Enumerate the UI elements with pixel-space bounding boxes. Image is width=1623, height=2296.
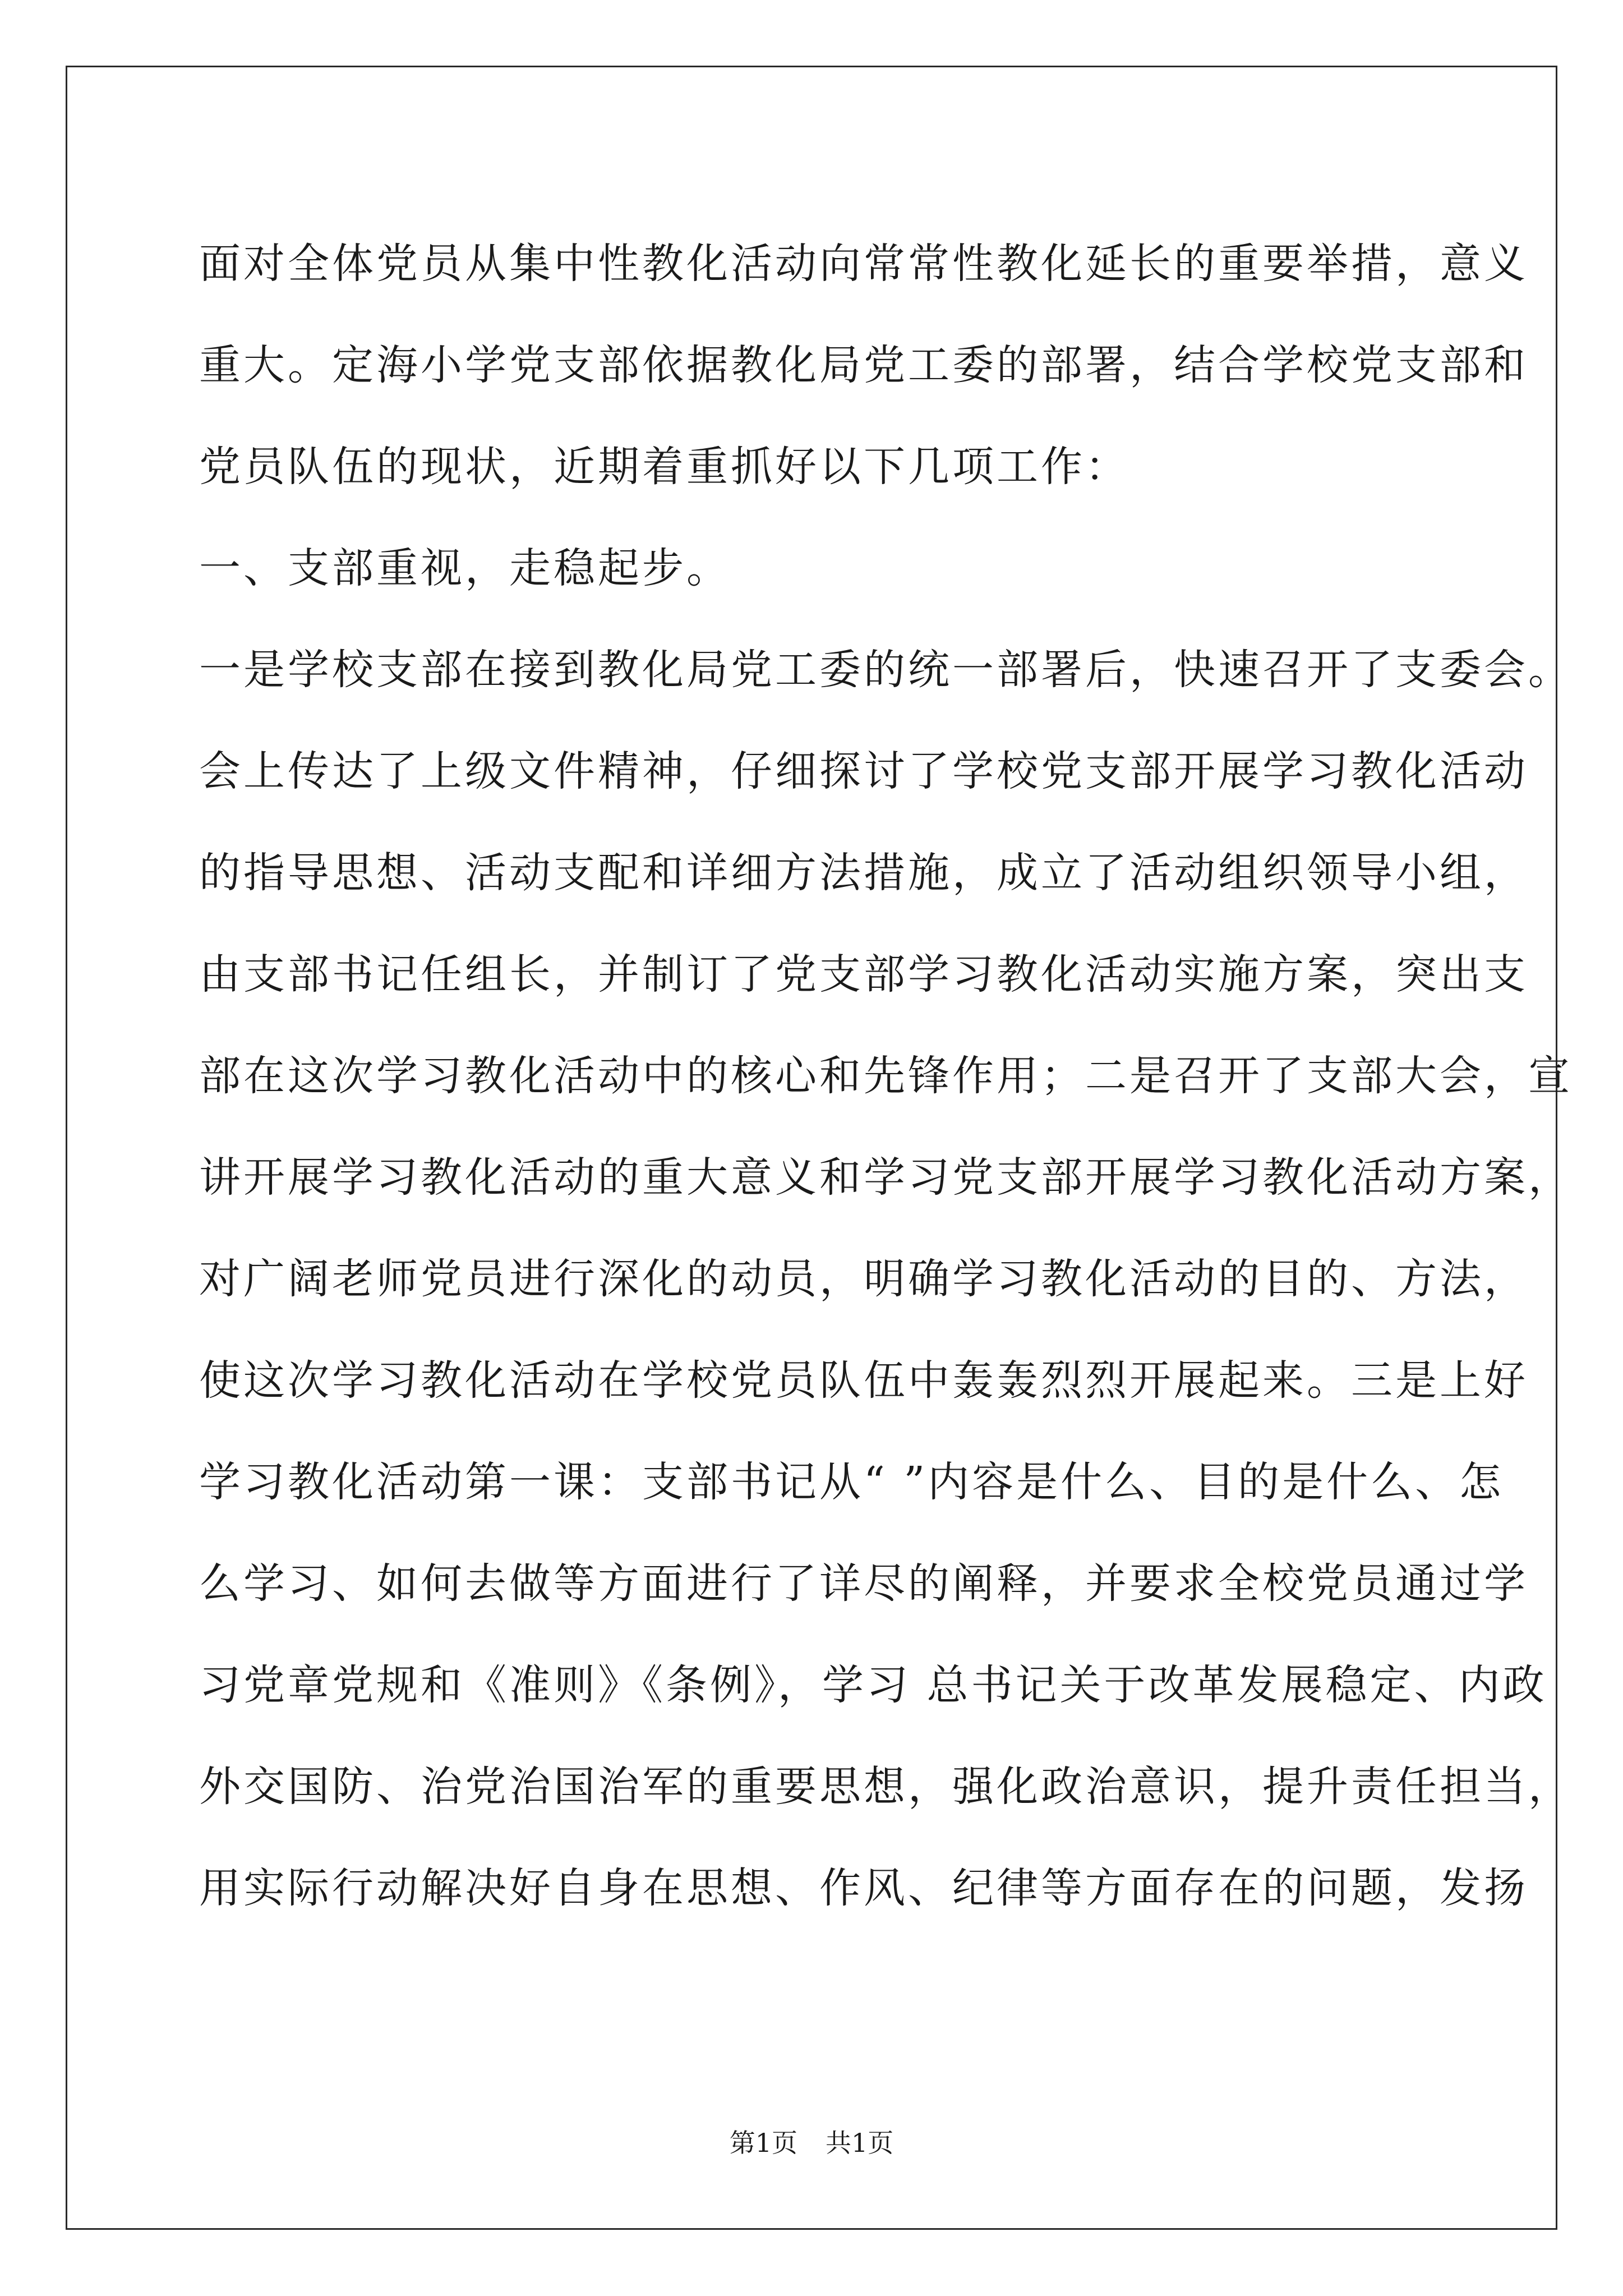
text-line: 面对全体党员从集中性教化活动向常常性教化延长的重要举措，意义 bbox=[199, 240, 1528, 288]
document-body bbox=[199, 213, 1573, 1939]
text-line: 的指导思想、活动支配和详细方法措施，成立了活动组织领导小组， bbox=[199, 849, 1528, 897]
text-line: 会上传达了上级文件精神，仔细探讨了学校党支部开展学习教化活动 bbox=[199, 747, 1528, 795]
text-line: 使这次学习教化活动在学校党员队伍中轰轰烈烈开展起来。三是上好 bbox=[199, 1356, 1528, 1405]
text-line: 党员队伍的现状，近期着重抓好以下几项工作： bbox=[199, 443, 1129, 491]
text-line: 习党章党规和《准则》《条例》，学习 总书记关于改革发展稳定、内政 bbox=[199, 1661, 1547, 1709]
text-line: 重大。定海小学党支部依据教化局党工委的部署，结合学校党支部和 bbox=[199, 341, 1528, 389]
page-footer bbox=[0, 2126, 1623, 2160]
section-heading: 一、支部重视，走稳起步。 bbox=[199, 544, 731, 592]
text-line: 学习教化活动第一课：支部书记从“ ”内容是什么、目的是什么、怎 bbox=[199, 1458, 1504, 1506]
text-line: 由支部书记任组长，并制订了党支部学习教化活动实施方案，突出支 bbox=[199, 950, 1528, 999]
text-line: 讲开展学习教化活动的重大意义和学习党支部开展学习教化活动方案， bbox=[199, 1153, 1573, 1202]
text-line: 一是学校支部在接到教化局党工委的统一部署后，快速召开了支委会。 bbox=[199, 646, 1573, 694]
text-line: 么学习、如何去做等方面进行了详尽的阐释，并要求全校党员通过学 bbox=[199, 1559, 1528, 1608]
text-line: 用实际行动解决好自身在思想、作风、纪律等方面存在的问题，发扬 bbox=[199, 1864, 1528, 1912]
text-line: 对广阔老师党员进行深化的动员，明确学习教化活动的目的、方法， bbox=[199, 1255, 1528, 1303]
text-line: 部在这次学习教化活动中的核心和先锋作用；二是召开了支部大会，宣 bbox=[199, 1052, 1573, 1100]
page-total: 共1页 bbox=[826, 2128, 894, 2158]
page-number: 第1页 bbox=[729, 2128, 797, 2158]
text-line: 外交国防、治党治国治军的重要思想，强化政治意识，提升责任担当， bbox=[199, 1763, 1573, 1811]
